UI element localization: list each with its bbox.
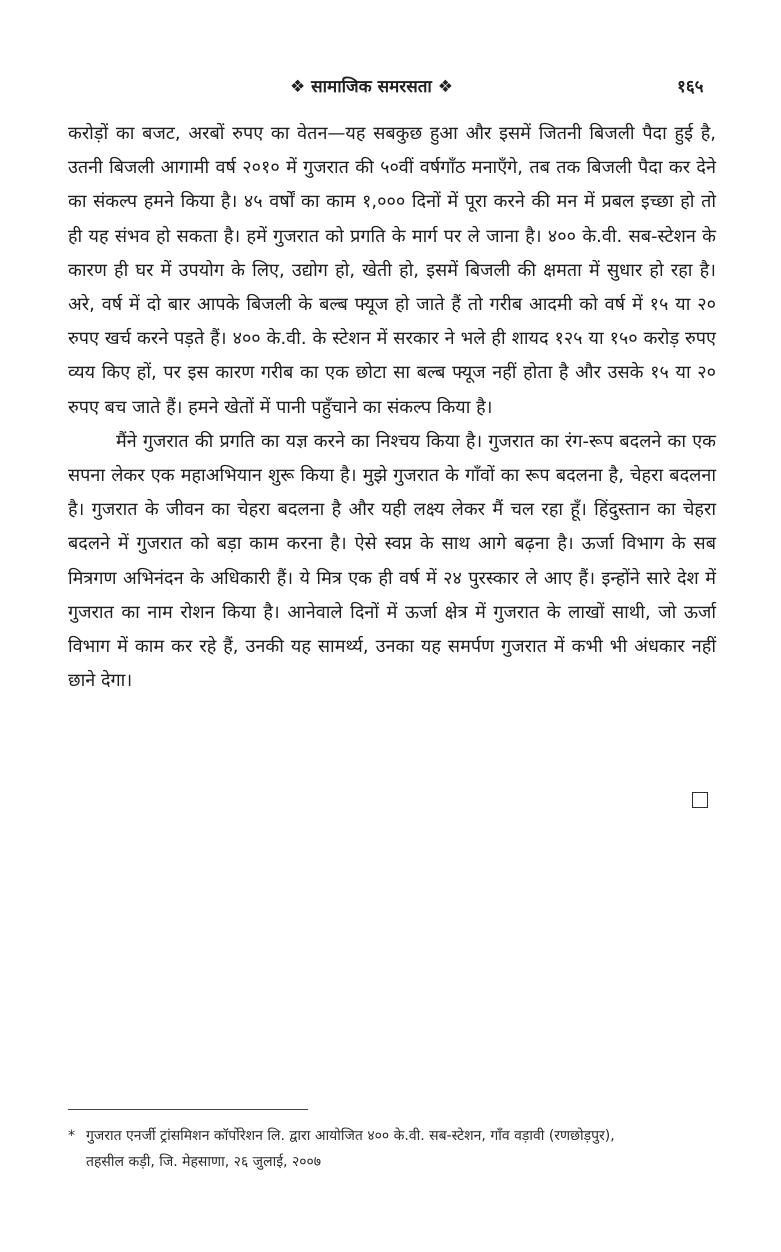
paragraph-2: मैंने गुजरात की प्रगति का यज्ञ करने का निश्चय किया है। गुजरात का रंग-रूप बदलने का एक सपना लेकर एक महाअभियान शुरू किया है। मुझे गुजरात के गाँवों का रूप बदलना है, चेहरा बदलना है। गुजरात के जीवन का चेहरा बदलना है और यही लक्ष्य लेकर मैं चल रहा हूँ। हिंदुस्तान का चेहरा बदलने में गुजरात को बड़ा काम करना है। ऐसे स्वप्न के साथ आगे बढ़ना है। ऊर्जा विभाग के सब मित्रगण अभिनंदन के अधिकारी हैं। ये मित्र एक ही वर्ष में २४ पुरस्कार ले आए हैं। इन्होंने सारे देश में गुजरात का नाम रोशन किया है। आनेवाले दिनों में ऊर्जा क्षेत्र में गुजरात के लाखों साथी, जो ऊर्जा विभाग में काम कर रहे हैं, उनकी यह सामर्थ्य, उनका यह समर्पण गुजरात में कभी भी अंधकार नहीं छाने देगा। — [68, 430, 716, 692]
footnote-marker: * — [68, 1128, 75, 1144]
footnote-divider — [68, 1109, 308, 1110]
footnote — [68, 1123, 728, 1175]
footnote-line-1: गुजरात एनर्जी ट्रांसमिशन कॉर्पोरेशन लि. द्वारा आयोजित ४०० के.वी. सब-स्टेशन, गाँव वड़ावी (रणछोड़पुर), — [86, 1128, 615, 1144]
running-title: ❖ सामाजिक समरसता ❖ — [290, 77, 453, 97]
body-text — [68, 117, 716, 698]
footnote-line-2: तहसील कड़ी, जि. मेहसाणा, २६ जुलाई, २००७ — [86, 1154, 322, 1170]
paragraph-1: करोड़ों का बजट, अरबों रुपए का वेतन—यह सबकुछ हुआ और इसमें जितनी बिजली पैदा हुई है, उतनी बिजली आगामी वर्ष २०१० में गुजरात की ५०वीं वर्षगाँठ मनाएँगे, तब तक बिजली पैदा कर देने का संकल्प हमने किया है। ४५ वर्षों का काम १,००० दिनों में पूरा करने की मन में प्रबल इच्छा हो तो ही यह संभव हो सकता है। हमें गुजरात को प्रगति के मार्ग पर ले जाना है। ४०० के.वी. सब-स्टेशन के कारण ही घर में उपयोग के लिए, उद्योग हो, खेती हो, इसमें बिजली की क्षमता में सुधार हो रहा है। अरे, वर्ष में दो बार आपके बिजली के बल्ब फ्यूज हो जाते हैं तो गरीब आदमी को वर्ष में १५ या २० रुपए खर्च करने पड़ते हैं। ४०० के.वी. के स्टेशन में सरकार ने भले ही शायद १२५ या १५० करोड़ रुपए व्यय किए हों, पर इस कारण गरीब का एक छोटा सा बल्ब फ्यूज नहीं होता है और उसके १५ या २० रुपए बच जाते हैं। हमने खेतों में पानी पहुँचाने का संकल्प किया है। — [68, 123, 716, 418]
page-number: १६५ — [677, 77, 704, 97]
page-header — [0, 74, 781, 104]
section-end-square-icon — [692, 792, 708, 808]
